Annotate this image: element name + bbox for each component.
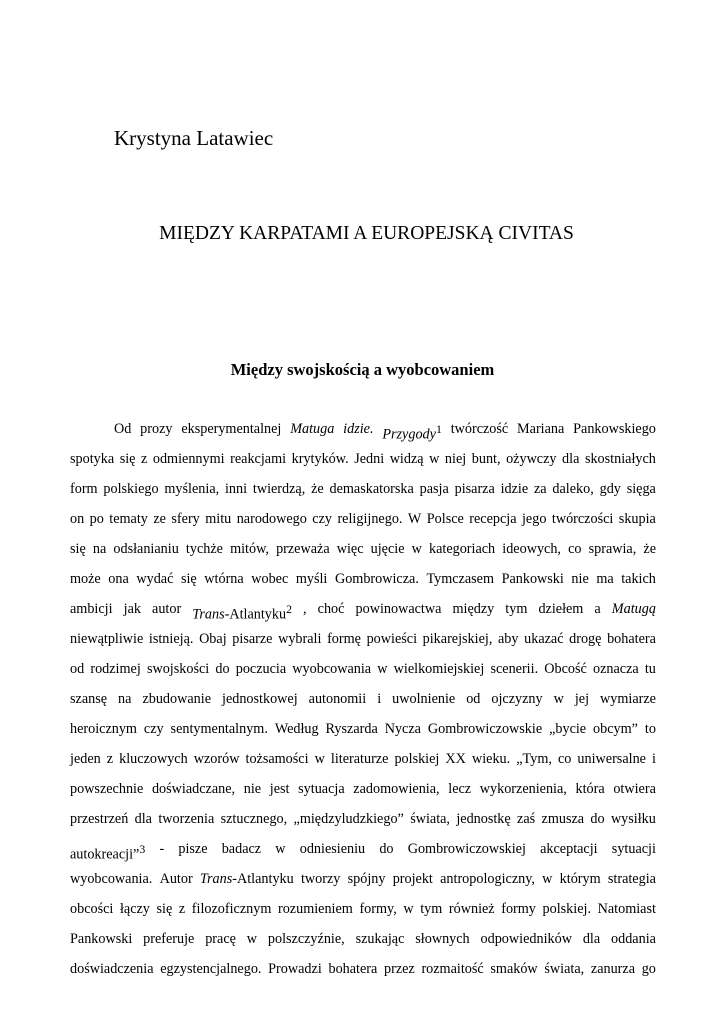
article-title: MIĘDZY KARPATAMI A EUROPEJSKĄ CIVITAS (159, 223, 574, 244)
text-line: niewątpliwie istnieją. Obaj pisarze wybrali formę powieści pikarejskiej, aby ukazać drogę bohatera (70, 631, 656, 647)
text-line: autokreacji”$^3$ - pisze badacz w odniesieniu do Gombrowiczowskiej akceptacji sytuacji (70, 841, 656, 863)
text-line: heroicznym czy sentymentalnym. Według Ryszarda Nycza Gombrowiczowskie „bycie obcym” to (70, 721, 656, 737)
text-line: form polskiego myślenia, inni twierdzą, że demaskatorska pasja pisarza idzie za daleko, gdy sięga (70, 481, 656, 497)
text-line: Od prozy eksperymentalnej Matuga idzie. Przygody$^1$ twórczość Mariana Pankowskiego (114, 421, 656, 443)
section-heading: Między swojskością a wyobcowaniem (230, 360, 495, 379)
text-line: od rodzimej swojskości do poczucia wyobcowania w wielkomiejskiej scenerii. Obcość oznacza tu (70, 661, 656, 677)
text-line: się na odsłanianiu tychże mitów, przeważa więc ujęcie w kategoriach ideowych, co sprawia, że (70, 541, 656, 557)
body-paragraph (70, 414, 656, 984)
text-line: jeden z kluczowych wzorów tożsamości w literaturze polskiej XX wieku. „Tym, co uniwersalne i (70, 751, 656, 767)
text-line: wyobcowania. Autor Trans-Atlantyku tworzy spójny projekt antropologiczny, w którym strategia (70, 871, 656, 887)
author-name: Krystyna Latawiec (114, 126, 274, 150)
text-line: szansę na zbudowanie jednostkowej autonomii i uwolnienie od ojczyzny w jej wymiarze (70, 691, 656, 707)
text-line: może ona wydać się wtórna wobec myśli Gombrowicza. Tymczasem Pankowski nie ma takich (70, 571, 656, 587)
text-line: ambicji jak autor Trans-Atlantyku$^2$ , choć powinowactwa między tym dziełem a Matugą (70, 601, 656, 623)
text-line: powszechnie doświadczane, nie jest sytuacja zadomowienia, lecz wykorzenienia, która otwiera (70, 781, 656, 797)
text-line: spotyka się z odmiennymi reakcjami krytyków. Jedni widzą w niej bunt, ożywczy dla skostniałych (70, 451, 656, 467)
text-line: przestrzeń dla tworzenia sztucznego, „międzyludzkiego” świata, jednostkę zaś zmusza do wysiłku (70, 811, 656, 827)
text-line: Pankowski preferuje pracę w polszczyźnie, szukając słownych odpowiedników dla oddania (70, 931, 656, 947)
text-line: doświadczenia egzystencjalnego. Prowadzi bohatera przez rozmaitość smaków świata, zanurza go (70, 961, 656, 977)
text-line: on po tematy ze sfery mitu narodowego czy religijnego. W Polsce recepcja jego twórczości skupia (70, 511, 656, 527)
text-line: obcości łączy się z filozoficznym rozumieniem formy, w tym również formy polskiej. Natomiast (70, 901, 656, 917)
